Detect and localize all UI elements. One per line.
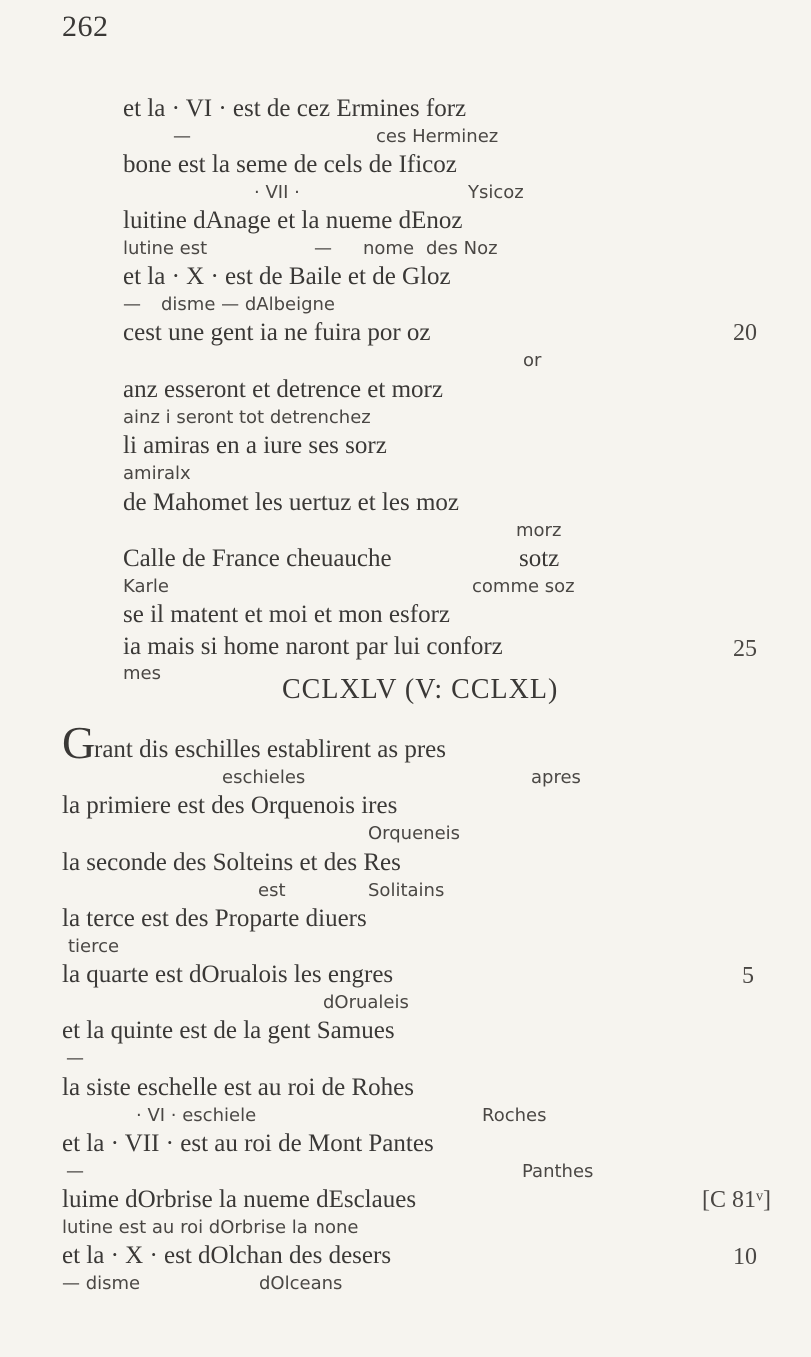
gloss-text: apres: [531, 767, 581, 788]
line-number: 25: [733, 636, 757, 662]
line-number: 10: [733, 1244, 757, 1270]
gloss-text: morz: [516, 520, 562, 541]
verse-text: bone est la seme de cels de Ificoz: [123, 151, 457, 178]
gloss-text: Solitains: [368, 880, 445, 901]
gloss-text: Panthes: [522, 1161, 594, 1182]
gloss-text: disme — dAlbeigne: [161, 294, 336, 315]
verse-text: anz esseront et detrence et morz: [123, 376, 443, 403]
verse-text: Calle de France cheuauche: [123, 545, 392, 572]
verse-text: la quarte est dOrualois les engres: [62, 961, 394, 988]
verse-text: luitine dAnage et la nueme dEnoz: [123, 207, 463, 234]
verse-text: et la · VII · est au roi de Mont Pantes: [62, 1130, 434, 1157]
verse-text: la primiere est des Orquenois ires: [62, 792, 398, 819]
verse-text: et la quinte est de la gent Samues: [62, 1017, 395, 1044]
gloss-text: · VI · eschiele: [136, 1105, 257, 1126]
gloss-text: Karle: [123, 576, 169, 597]
gloss-text: eschieles: [222, 767, 306, 788]
gloss-line: [123, 663, 161, 719]
verse-text: li amiras en a iure ses sorz: [123, 432, 387, 459]
page-number: 262: [62, 10, 109, 43]
verse-text: de Mahomet les uertuz et les moz: [123, 489, 459, 516]
gloss-text: —: [314, 238, 332, 259]
gloss-text: amiralx: [123, 463, 191, 484]
gloss-text: comme soz: [472, 576, 575, 597]
gloss-text: —: [66, 1161, 84, 1182]
gloss-text: Roches: [482, 1105, 547, 1126]
line-number: [C 81ᵛ]: [702, 1187, 772, 1213]
gloss-line: [62, 1273, 343, 1347]
verse-text: la seconde des Solteins et des Res: [62, 849, 401, 876]
gloss-text: tierce: [68, 936, 120, 957]
verse-text: la terce est des Proparte diuers: [62, 905, 367, 932]
gloss-text: Ysicoz: [468, 182, 524, 203]
gloss-text: est: [258, 880, 286, 901]
gloss-text: — disme: [62, 1273, 141, 1294]
gloss-text: lutine est au roi dOrbrise la none: [62, 1217, 359, 1238]
verse-text: la siste eschelle est au roi de Rohes: [62, 1074, 414, 1101]
verse-text: cest une gent ia ne fuira por oz: [123, 319, 431, 346]
section-heading: CCLXLV (V: CCLXL): [282, 674, 559, 705]
gloss-text: ces Herminez: [376, 126, 499, 147]
gloss-text: —: [66, 1048, 84, 1069]
line-number: 5: [742, 963, 754, 989]
gloss-text: —: [173, 126, 191, 147]
gloss-text: mes: [123, 663, 161, 684]
gloss-text: dOrualeis: [323, 992, 409, 1013]
line-number: 20: [733, 320, 757, 346]
verse-text: et la · X · est de Baile et de Gloz: [123, 263, 451, 290]
gloss-text: des Noz: [426, 238, 498, 259]
verse-text: sotz: [519, 545, 560, 572]
gloss-text: Orqueneis: [368, 823, 461, 844]
gloss-text: lutine est: [123, 238, 208, 259]
gloss-text: nome: [363, 238, 415, 259]
verse-text: luime dOrbrise la nueme dEsclaues: [62, 1186, 417, 1213]
verse-text: et la · VI · est de cez Ermines forz: [123, 95, 467, 122]
gloss-text: —: [123, 294, 141, 315]
drop-cap: G: [62, 717, 96, 768]
gloss-text: ainz i seront tot detrenchez: [123, 407, 371, 428]
verse-text: se il matent et moi et mon esforz: [123, 601, 450, 628]
gloss-text: · VII ·: [254, 182, 300, 203]
gloss-text: dOlceans: [259, 1273, 343, 1294]
verse-text: rant dis eschilles establirent as pres: [94, 736, 446, 763]
verse-text: et la · X · est dOlchan des desers: [62, 1242, 392, 1269]
gloss-text: or: [523, 350, 542, 371]
verse-text: ia mais si home naront par lui conforz: [123, 633, 503, 660]
